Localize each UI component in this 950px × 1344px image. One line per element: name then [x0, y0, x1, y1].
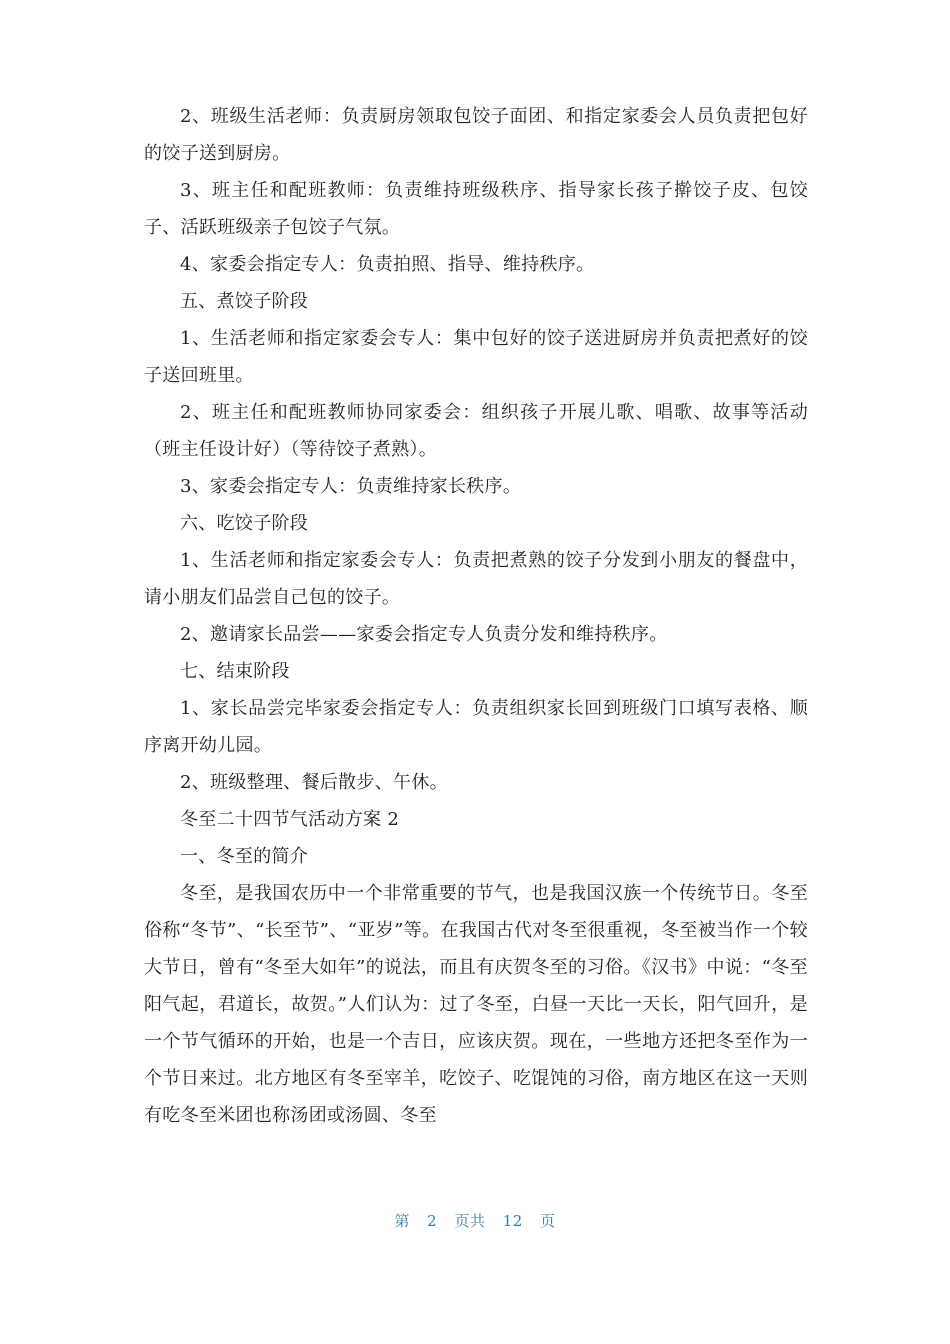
paragraph-7: 1、生活老师和指定家委会专人：负责把煮熟的饺子分发到小朋友的餐盘中，请小朋友们品尝自己包的饺子。	[144, 550, 808, 608]
paragraph-8: 2、邀请家长品尝——家委会指定专人负责分发和维持秩序。	[180, 624, 668, 645]
paragraph-10: 2、班级整理、餐后散步、午休。	[180, 772, 448, 793]
footer-suffix: 页	[540, 1212, 556, 1230]
footer-total-pages: 12	[502, 1212, 523, 1230]
paragraph-1: 2、班级生活老师：负责厨房领取包饺子面团、和指定家委会人员负责把包好的饺子送到厨房。	[144, 106, 808, 164]
section-heading-5: 五、煮饺子阶段	[180, 291, 309, 312]
page-footer	[0, 1210, 950, 1231]
paragraph-3: 4、家委会指定专人：负责拍照、指导、维持秩序。	[180, 254, 595, 275]
paragraph-4: 1、生活老师和指定家委会专人：集中包好的饺子送进厨房并负责把煮好的饺子送回班里。	[144, 328, 808, 386]
paragraph-5: 2、班主任和配班教师协同家委会：组织孩子开展儿歌、唱歌、故事等活动（班主任设计好）（等待饺子煮熟）。	[144, 402, 808, 460]
footer-middle: 页共	[454, 1212, 486, 1230]
paragraph-6: 3、家委会指定专人：负责维持家长秩序。	[180, 476, 522, 497]
document-body	[144, 98, 808, 1134]
paragraph-9: 1、家长品尝完毕家委会指定专人：负责组织家长回到班级门口填写表格、顺序离开幼儿园。	[144, 698, 808, 756]
paragraph-11: 冬至，是我国农历中一个非常重要的节气，也是我国汉族一个传统节日。冬至俗称“冬节”、“长至节”、“亚岁”等。在我国古代对冬至很重视，冬至被当作一个较大节日，曾有“冬至大如年”的说法，而且有庆贺冬至的习俗。《汉书》中说：“冬至阳气起，君道长，故贺。”人们认为：过了冬至，白昼一天比一天长，阳气回升，是一个节气循环的开始，也是一个吉日，应该庆贺。现在，一些地方还把冬至作为一个节日来过。北方地区有冬至宰羊，吃饺子、吃馄饨的习俗，南方地区在这一天则有吃冬至米团也称汤团或汤圆、冬至	[144, 883, 808, 1126]
footer-prefix: 第	[394, 1212, 410, 1230]
section-heading-1: 一、冬至的简介	[180, 846, 309, 867]
document-subtitle: 冬至二十四节气活动方案 2	[180, 809, 400, 830]
paragraph-2: 3、班主任和配班教师：负责维持班级秩序、指导家长孩子擀饺子皮、包饺子、活跃班级亲子包饺子气氛。	[144, 180, 808, 238]
footer-page-number: 2	[427, 1212, 438, 1230]
section-heading-6: 六、吃饺子阶段	[180, 513, 309, 534]
section-heading-7: 七、结束阶段	[180, 661, 290, 682]
